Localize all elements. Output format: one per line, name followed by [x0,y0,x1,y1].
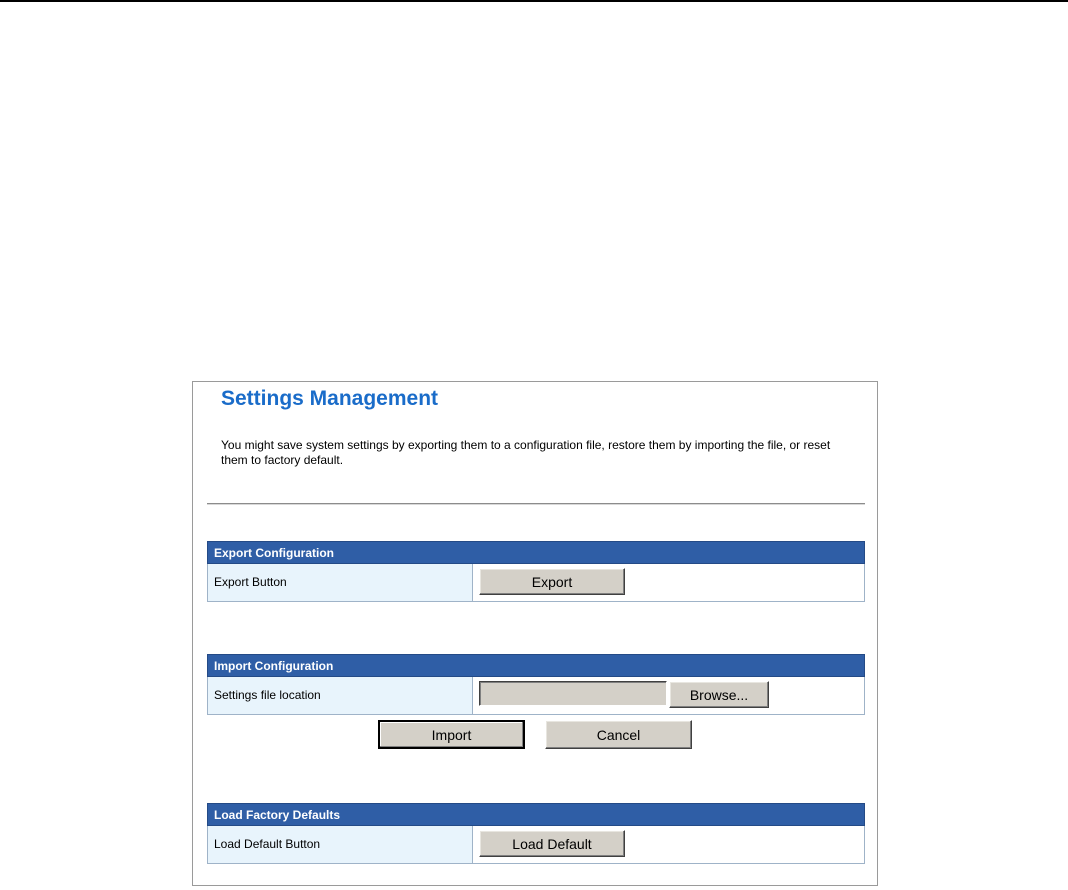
browse-button[interactable]: Browse... [669,681,769,708]
cancel-button[interactable]: Cancel [545,720,692,749]
load-factory-defaults-section [207,803,865,864]
defaults-row [207,826,865,864]
import-configuration-section [207,654,865,757]
import-row-value [473,677,864,714]
export-row [207,564,865,602]
defaults-row-value [473,826,864,863]
import-button[interactable]: Import [378,720,525,749]
import-row [207,677,865,715]
import-action-row [207,715,865,757]
import-section-header: Import Configuration [207,654,865,677]
defaults-section-header: Load Factory Defaults [207,803,865,826]
defaults-row-label: Load Default Button [208,826,473,863]
settings-file-input[interactable] [479,681,667,706]
export-section-header: Export Configuration [207,541,865,564]
page-description: You might save system settings by exporting them to a configuration file, restore them by importing the file, or reset them to factory default. [221,438,831,467]
load-default-button[interactable]: Load Default [479,830,625,857]
divider [207,503,865,505]
top-border-line [0,0,1068,2]
export-row-label: Export Button [208,564,473,601]
export-row-value [473,564,864,601]
settings-management-panel [192,381,878,886]
export-button[interactable]: Export [479,568,625,595]
export-configuration-section [207,541,865,602]
page-title: Settings Management [221,387,439,410]
import-row-label: Settings file location [208,677,473,714]
